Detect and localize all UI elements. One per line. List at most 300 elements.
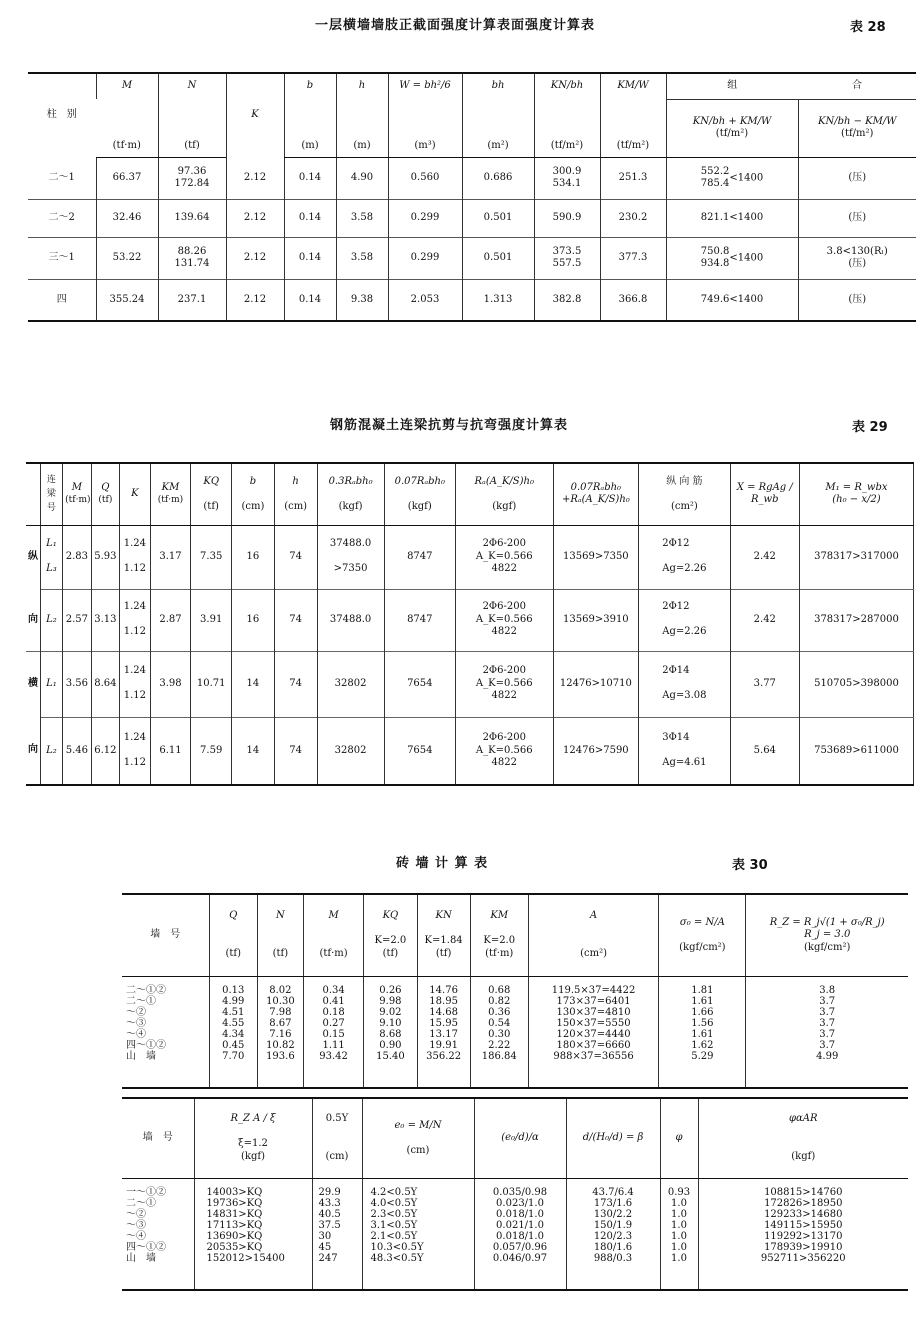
cell-text: <1400 <box>729 251 764 263</box>
cell-line: 356.22 <box>426 1050 462 1062</box>
t30a-label-M: M <box>328 910 339 922</box>
unit-M: (tf·m) <box>96 99 158 157</box>
t30b-unit-c3: (cm) <box>406 1144 430 1156</box>
cell-text: A_K=0.566 <box>475 677 533 689</box>
cell-text: 16 <box>246 550 260 562</box>
col-header-c7 <box>799 463 913 525</box>
table-cell <box>600 237 666 279</box>
label-KQ: KQ <box>203 475 220 487</box>
col-header-M <box>63 463 91 525</box>
cell-line: 14.68 <box>429 1006 458 1018</box>
unit-plus: (tf/m²) <box>715 128 749 139</box>
cell-text: 12476>10710 <box>559 677 632 689</box>
t30b-col-wall: 墙 号 <box>122 1098 194 1178</box>
table-cell <box>274 717 317 785</box>
table-cell <box>284 199 336 237</box>
table-cell <box>40 717 62 785</box>
table-cell <box>730 717 799 785</box>
t30a-col-KM <box>470 894 528 976</box>
table-cell <box>28 279 96 321</box>
col-header-c1 <box>317 463 384 525</box>
t30b-label-c3: e₀ = M/N <box>394 1119 442 1131</box>
cell-text: 3.17 <box>159 550 182 562</box>
table-cell <box>28 157 96 199</box>
cell-line: 173/1.6 <box>593 1197 633 1209</box>
t30a-unit-A: (cm²) <box>580 947 607 959</box>
table-cell <box>226 199 284 237</box>
table-cell <box>730 651 799 717</box>
col-header-N: N <box>158 73 226 99</box>
cell-line: 4.0<0.5Y <box>370 1197 418 1209</box>
plus-formula: KN/bh + KM/W <box>692 115 772 127</box>
t30a-cells-N <box>257 976 303 1088</box>
cell-text: 2Φ6-200 <box>482 601 526 613</box>
cell-line: 4.99 <box>816 1050 839 1062</box>
cell-text: 237.1 <box>177 293 207 305</box>
t30a-cells-A <box>528 976 659 1088</box>
cell-line: 150/1.9 <box>593 1219 633 1231</box>
col-header-K: K <box>120 463 151 525</box>
cell-line: 0.021/1.0 <box>496 1219 544 1231</box>
cell-line: 119292>13170 <box>764 1230 843 1242</box>
unit-N: (tf) <box>158 99 226 157</box>
cell-line: 0.26 <box>379 984 402 996</box>
t30b-col-c3 <box>362 1098 474 1178</box>
cell-text: 2.12 <box>243 171 267 183</box>
cell-line: 0.023/1.0 <box>496 1197 544 1209</box>
cell-text: 2.42 <box>753 613 776 625</box>
t30b-k-c1: ξ=1.2 <box>238 1138 268 1150</box>
cell-text: 13569>7350 <box>563 550 629 562</box>
cell-line: ～③ <box>126 1017 146 1029</box>
cell-line: 二～① <box>126 995 156 1007</box>
table-cell <box>600 199 666 237</box>
table29-title: 钢筋混凝土连梁抗剪与抗弯强度计算表 <box>330 418 569 433</box>
label-c7b: (h₀ − x/2) <box>832 494 881 506</box>
cell-text: 785.4 <box>700 178 730 189</box>
cell-text: 2Φ12 <box>662 538 690 550</box>
table-cell <box>462 279 534 321</box>
t30a-label-Rz: R_Z = R_j√(1 + σ₀/R_j) <box>769 916 885 928</box>
table-cell <box>28 199 96 237</box>
cell-text: 1.24 <box>123 732 146 743</box>
t30b-label-c1: R_Z A / ξ <box>230 1113 276 1125</box>
cell-text: 0.14 <box>298 251 322 263</box>
cell-text: Ag=2.26 <box>662 626 707 638</box>
table-cell <box>150 717 191 785</box>
table-cell <box>226 237 284 279</box>
cell-text: 4822 <box>491 563 517 575</box>
col-header-Q <box>91 463 119 525</box>
cell-line: 37.5 <box>318 1219 341 1231</box>
table-cell <box>26 525 40 589</box>
t30a-cells-Rz <box>746 976 908 1088</box>
table-cell <box>455 589 553 651</box>
cell-line: 14831>KQ <box>206 1208 263 1220</box>
table-cell <box>666 157 798 199</box>
cell-line: 152012>15400 <box>206 1252 285 1264</box>
cell-text: L₃ <box>46 563 57 575</box>
cell-text: 53.22 <box>112 251 142 263</box>
cell-text: 2Φ6-200 <box>482 732 526 743</box>
table-cell <box>639 651 731 717</box>
cell-line: 14003>KQ <box>206 1186 263 1198</box>
cell-text: 2Φ6-200 <box>482 665 526 677</box>
cell-line: 0.18 <box>322 1006 345 1018</box>
table29 <box>26 462 914 786</box>
cell-text: <1400 <box>729 171 764 183</box>
table-cell <box>600 279 666 321</box>
table-cell <box>553 651 638 717</box>
t30a-cells-KM <box>470 976 528 1088</box>
cell-text: 2.12 <box>243 211 267 223</box>
table-cell <box>317 589 384 651</box>
cell-line: 3.7 <box>819 1006 836 1018</box>
t30a-label-KN: KN <box>435 910 452 922</box>
col-header-b <box>232 463 275 525</box>
col-header-bh: bh <box>462 73 534 99</box>
table-cell <box>150 589 191 651</box>
cell-line: 150×37=5550 <box>556 1017 631 1029</box>
cell-text: 2.053 <box>410 293 440 305</box>
table-cell <box>534 199 600 237</box>
cell-text: 7654 <box>407 677 433 689</box>
t30b-unit-c7: (kgf) <box>791 1150 816 1162</box>
cell-text: A_K=0.566 <box>475 613 533 625</box>
table-cell <box>600 157 666 199</box>
label-h: h <box>292 475 299 487</box>
cell-line: 0.046/0.97 <box>492 1252 548 1264</box>
cell-text: 4822 <box>491 626 517 638</box>
cell-line: 1.61 <box>691 995 714 1007</box>
table-cell <box>191 717 232 785</box>
unit-Q: (tf) <box>98 495 113 506</box>
table-cell <box>96 237 158 279</box>
cell-text: 3.56 <box>65 677 88 689</box>
cell-line: 1.66 <box>691 1006 714 1018</box>
table-cell <box>798 279 916 321</box>
table-cell <box>388 237 462 279</box>
cell-text: 2.57 <box>65 613 88 625</box>
cell-line: 0.54 <box>488 1017 511 1029</box>
t30a-label-s0: σ₀ = N/A <box>679 916 725 928</box>
t30b-cells-c1 <box>194 1178 312 1290</box>
table-cell <box>666 199 798 237</box>
table-cell <box>388 157 462 199</box>
table-cell <box>226 279 284 321</box>
unit-h: (cm) <box>284 500 308 512</box>
cell-text: 590.9 <box>552 211 582 223</box>
cell-line: 180×37=6660 <box>556 1039 631 1051</box>
cell-line: 7.16 <box>269 1028 292 1040</box>
cell-text: 四 <box>56 293 67 305</box>
cell-text: 3.13 <box>94 613 117 625</box>
t30a-unit-KM: (tf·m) <box>485 947 514 959</box>
cell-text: 8747 <box>407 613 433 625</box>
table-cell <box>191 525 232 589</box>
cell-line: 8.68 <box>379 1028 402 1040</box>
table-cell <box>462 157 534 199</box>
table-row <box>28 157 916 199</box>
table-cell <box>798 157 916 199</box>
cell-text: 13569>3910 <box>563 613 629 625</box>
t30a-label-KM: KM <box>490 910 509 922</box>
cell-line: 1.0 <box>671 1230 687 1242</box>
table-cell <box>455 717 553 785</box>
table-row <box>28 237 916 279</box>
cell-text: 向 <box>28 613 38 625</box>
cell-line: 1.0 <box>671 1252 687 1264</box>
cell-text: 378317>287000 <box>814 613 899 625</box>
table30-number: 表 30 <box>732 858 768 873</box>
cell-text: 2.83 <box>65 550 88 562</box>
t30a-label-Q: Q <box>229 910 238 922</box>
cell-text: 7.35 <box>200 550 223 562</box>
cell-line: 4.51 <box>222 1006 245 1018</box>
cell-text: L₁ <box>46 538 57 550</box>
table-row <box>28 199 916 237</box>
cell-text: 0.14 <box>298 171 322 183</box>
table-cell <box>534 237 600 279</box>
cell-line: 13690>KQ <box>206 1230 263 1242</box>
table-cell <box>553 589 638 651</box>
table-row <box>26 589 914 651</box>
cell-line: 149115>15950 <box>764 1219 843 1231</box>
unit-KQ: (tf) <box>203 500 219 512</box>
table-cell <box>388 279 462 321</box>
cell-text: 2.12 <box>243 293 267 305</box>
t30b-label-c2: 0.5Y <box>325 1113 349 1125</box>
table-cell <box>799 589 913 651</box>
unit-W: (m³) <box>388 99 462 157</box>
cell-line: 8.67 <box>269 1017 292 1029</box>
cell-line: ～④ <box>126 1230 146 1242</box>
cell-text: 1.12 <box>123 626 146 638</box>
table-cell <box>317 651 384 717</box>
label-c4a: 0.07Rₐbh₀ <box>570 481 622 493</box>
cell-line: 3.7 <box>819 995 836 1007</box>
t30a-col-s0 <box>659 894 746 976</box>
t30b-cells-c3 <box>362 1178 474 1290</box>
table-cell <box>384 651 455 717</box>
t30a-cells-s0 <box>659 976 746 1088</box>
cell-line: 3.8 <box>819 984 836 996</box>
cell-text: L₂ <box>46 744 57 756</box>
col-header-minus <box>798 99 916 157</box>
unit-c1: (kgf) <box>338 500 363 512</box>
table-cell <box>91 717 119 785</box>
t30b-unit-c1: (kgf) <box>241 1150 265 1162</box>
cell-line: ～④ <box>126 1028 146 1040</box>
t29-corner <box>26 463 40 525</box>
cell-line: 120×37=4440 <box>556 1028 631 1040</box>
cell-line: 17113>KQ <box>206 1219 263 1231</box>
cell-text: 2Φ6-200 <box>482 538 526 550</box>
table-cell <box>534 157 600 199</box>
cell-text: 0.299 <box>410 211 440 223</box>
cell-text: 131.74 <box>174 258 210 269</box>
table-cell <box>534 279 600 321</box>
t30b-col-c7 <box>698 1098 908 1178</box>
t30b-col-c5: d/(H₀/d) = β <box>566 1098 660 1178</box>
cell-line: 1.0 <box>671 1241 687 1253</box>
cell-text: L₂ <box>46 613 57 625</box>
cell-line: 二～① <box>126 1197 156 1209</box>
cell-line: 172826>18950 <box>764 1197 843 1209</box>
cell-line: 29.9 <box>318 1186 341 1198</box>
cell-line: 9.10 <box>379 1017 402 1029</box>
cell-text: 0.686 <box>483 171 513 183</box>
label-Q: Q <box>101 481 110 493</box>
table-cell <box>63 589 91 651</box>
cell-text: 0.14 <box>298 211 322 223</box>
label-KM: KM <box>161 481 180 493</box>
col-header-h <box>274 463 317 525</box>
col-header-c5 <box>639 463 731 525</box>
cell-text: 2Φ14 <box>662 665 690 677</box>
cell-text: 37488.0 <box>329 538 372 550</box>
table-cell <box>284 157 336 199</box>
table-cell <box>384 525 455 589</box>
cell-text: 749.6<1400 <box>700 293 764 305</box>
table-cell <box>26 589 40 651</box>
table-cell <box>274 589 317 651</box>
t30a-col-M <box>303 894 363 976</box>
cell-line: 3.7 <box>819 1039 836 1051</box>
cell-line: 4.55 <box>222 1017 245 1029</box>
label-c3: Rₐ(A_K/S)h₀ <box>474 475 534 487</box>
table-cell <box>40 589 62 651</box>
unit-KMW: (tf/m²) <box>600 99 666 157</box>
col-header-zhubie: 柱 别 <box>46 109 77 121</box>
t30a-unit-Q: (tf) <box>225 947 241 959</box>
t30a-label-N: N <box>276 910 285 922</box>
label-c4b: +Rₐ(A_K/S)h₀ <box>561 494 630 506</box>
t30a-cells-wall <box>122 976 209 1088</box>
table-cell <box>284 237 336 279</box>
table-cell <box>120 525 151 589</box>
cell-text: (压) <box>848 211 867 223</box>
table30-part1 <box>122 893 908 1089</box>
table-row <box>28 279 916 321</box>
unit-c2: (kgf) <box>407 500 432 512</box>
cell-line: 二～①② <box>126 984 166 996</box>
cell-text: Ag=4.61 <box>662 757 707 768</box>
cell-line: 988×37=36556 <box>553 1050 634 1062</box>
unit-KM: (tf·m) <box>157 495 184 506</box>
cell-text: 557.5 <box>552 258 582 269</box>
cell-line: 四～①② <box>126 1241 166 1253</box>
t30a-col-Rz <box>746 894 908 976</box>
t30a-unit-M: (tf·m) <box>319 947 348 959</box>
cell-text: 378317>317000 <box>814 550 899 562</box>
cell-text: (压) <box>848 258 867 269</box>
cell-text: 纵 <box>28 551 38 562</box>
cell-text: >7350 <box>333 563 368 575</box>
cell-line: 2.22 <box>488 1039 511 1051</box>
cell-line: ～② <box>126 1006 146 1018</box>
cell-line: ～② <box>126 1208 146 1220</box>
t30a-unit-Rz: (kgf/cm²) <box>803 941 851 953</box>
table28-title: 一层横墙墙肢正截面强度计算表面强度计算表 <box>315 18 596 33</box>
cell-text: A_K=0.566 <box>475 744 533 756</box>
col-header-zu: 组 <box>666 73 798 99</box>
table-cell <box>226 157 284 199</box>
cell-line: 4.99 <box>222 995 245 1007</box>
cell-text: 377.3 <box>618 251 648 263</box>
table28-number: 表 28 <box>850 20 886 35</box>
cell-line: 20535>KQ <box>206 1241 263 1253</box>
cell-line: 15.95 <box>429 1017 458 1029</box>
t30a-k-KM: K=2.0 <box>483 935 516 947</box>
cell-text: 二～2 <box>48 211 75 223</box>
cell-line: 1.61 <box>691 1028 714 1040</box>
table-cell <box>158 279 226 321</box>
col-header-KQ <box>191 463 232 525</box>
cell-line: 43.7/6.4 <box>592 1186 634 1198</box>
col-header-W: W = bh²/6 <box>388 73 462 99</box>
cell-line: 9.02 <box>379 1006 402 1018</box>
table-cell <box>799 525 913 589</box>
cell-line: 1.0 <box>671 1219 687 1231</box>
cell-line: 1.0 <box>671 1197 687 1209</box>
cell-line: 119.5×37=4422 <box>551 984 636 996</box>
table-cell <box>799 717 913 785</box>
label-M: M <box>71 481 82 493</box>
cell-text: 74 <box>289 744 302 756</box>
t30b-label-c7: φαAR <box>788 1113 818 1125</box>
table-cell <box>40 651 62 717</box>
table-cell <box>317 525 384 589</box>
cell-text <box>662 538 706 576</box>
cell-text: 1.313 <box>483 293 513 305</box>
t30a-cells-Q <box>209 976 257 1088</box>
cell-text: 750.8 <box>700 245 730 257</box>
cell-text: 510705>398000 <box>814 677 899 689</box>
cell-text: 66.37 <box>112 171 142 183</box>
cell-text: 2.12 <box>243 251 267 263</box>
t30b-cells-c4 <box>474 1178 566 1290</box>
t30a-col-KN <box>417 894 470 976</box>
t30b-cells-c6 <box>660 1178 698 1290</box>
cell-line: 43.3 <box>318 1197 341 1209</box>
cell-text: 7.59 <box>200 744 223 756</box>
t30b-unit-c2: (cm) <box>325 1150 349 1162</box>
table-cell <box>639 589 731 651</box>
cell-line: 952711>356220 <box>760 1252 846 1264</box>
cell-text: 2Φ12 <box>662 601 690 613</box>
table-cell <box>120 717 151 785</box>
cell-text: 4822 <box>491 757 517 768</box>
cell-text: 300.9 <box>552 165 582 177</box>
cell-line: 0.41 <box>322 995 345 1007</box>
cell-line: ～③ <box>126 1219 146 1231</box>
col-header-KMW: KM/W <box>600 73 666 99</box>
cell-text: 552.2 <box>700 165 730 177</box>
cell-text: 0.14 <box>298 293 322 305</box>
t30b-cells-c2 <box>312 1178 362 1290</box>
cell-text: 5.46 <box>65 744 88 756</box>
t30a-unit-s0: (kgf/cm²) <box>679 941 726 953</box>
cell-text: 0.560 <box>410 171 440 183</box>
table-cell <box>336 237 388 279</box>
col-header-plus <box>666 99 798 157</box>
col-header-b: b <box>284 73 336 99</box>
cell-line: 3.7 <box>819 1017 836 1029</box>
table-cell <box>336 199 388 237</box>
unit-M: (tf·m) <box>65 495 91 506</box>
cell-text: 373.5 <box>552 245 582 257</box>
